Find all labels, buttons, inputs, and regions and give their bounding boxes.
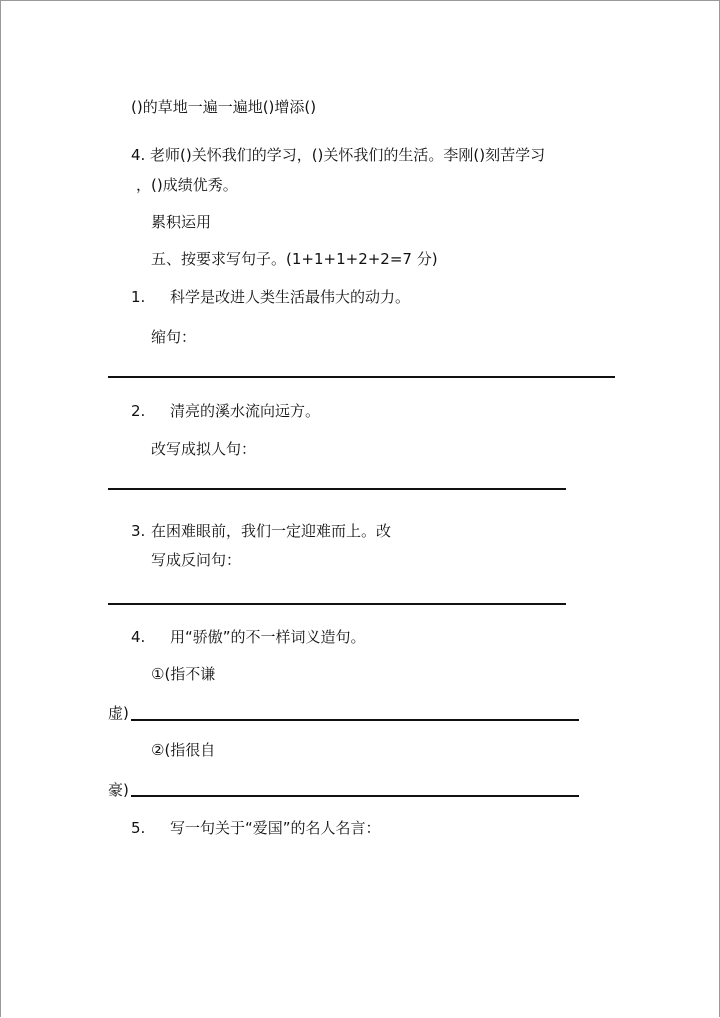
item-4-option-2: ②(指很自 [151,741,216,759]
answer-line-2 [108,488,566,490]
answer-line-4a [131,719,579,721]
item-5-text: 写一句关于“爱国”的名人名言： [170,819,381,837]
item-2-prompt: 改写成拟人句： [151,440,257,458]
question-4-continuation: ，()成绩优秀。 [136,176,238,194]
item-3-text: 在困难眼前，我们一定迎难而上。改 [151,522,392,540]
item-5-number: 5. [131,819,146,837]
item-3-number: 3. [131,522,146,540]
item-2-number: 2. [131,402,146,420]
item-1-number: 1. [131,288,146,306]
item-4-option-1: ①(指不谦 [151,665,216,683]
line-fill-blanks: ()的草地一遍一遍地()增添() [131,98,317,116]
item-4-number: 4. [131,628,146,646]
section-heading: 累积运用 [151,213,212,231]
part-5-heading: 五、按要求写句子。(1+1+1+2+2=7 分) [151,250,438,268]
item-1-prompt: 缩句： [151,328,197,346]
item-4-option-1-end: 虚) [108,704,129,722]
item-4-text: 用“骄傲”的不一样词义造句。 [170,628,366,646]
item-2-text: 清亮的溪水流向远方。 [170,402,321,420]
item-1-text: 科学是改进人类生活最伟大的动力。 [170,288,411,306]
item-4-option-2-end: 豪) [108,781,129,799]
item-3-prompt: 写成反问句： [151,551,242,569]
question-4-number: 4. [131,146,146,164]
question-4-text: 老师()关怀我们的学习，()关怀我们的生活。李刚()刻苦学习 [150,146,546,164]
answer-line-3 [108,603,566,605]
answer-line-4b [131,795,579,797]
answer-line-1 [108,376,615,378]
